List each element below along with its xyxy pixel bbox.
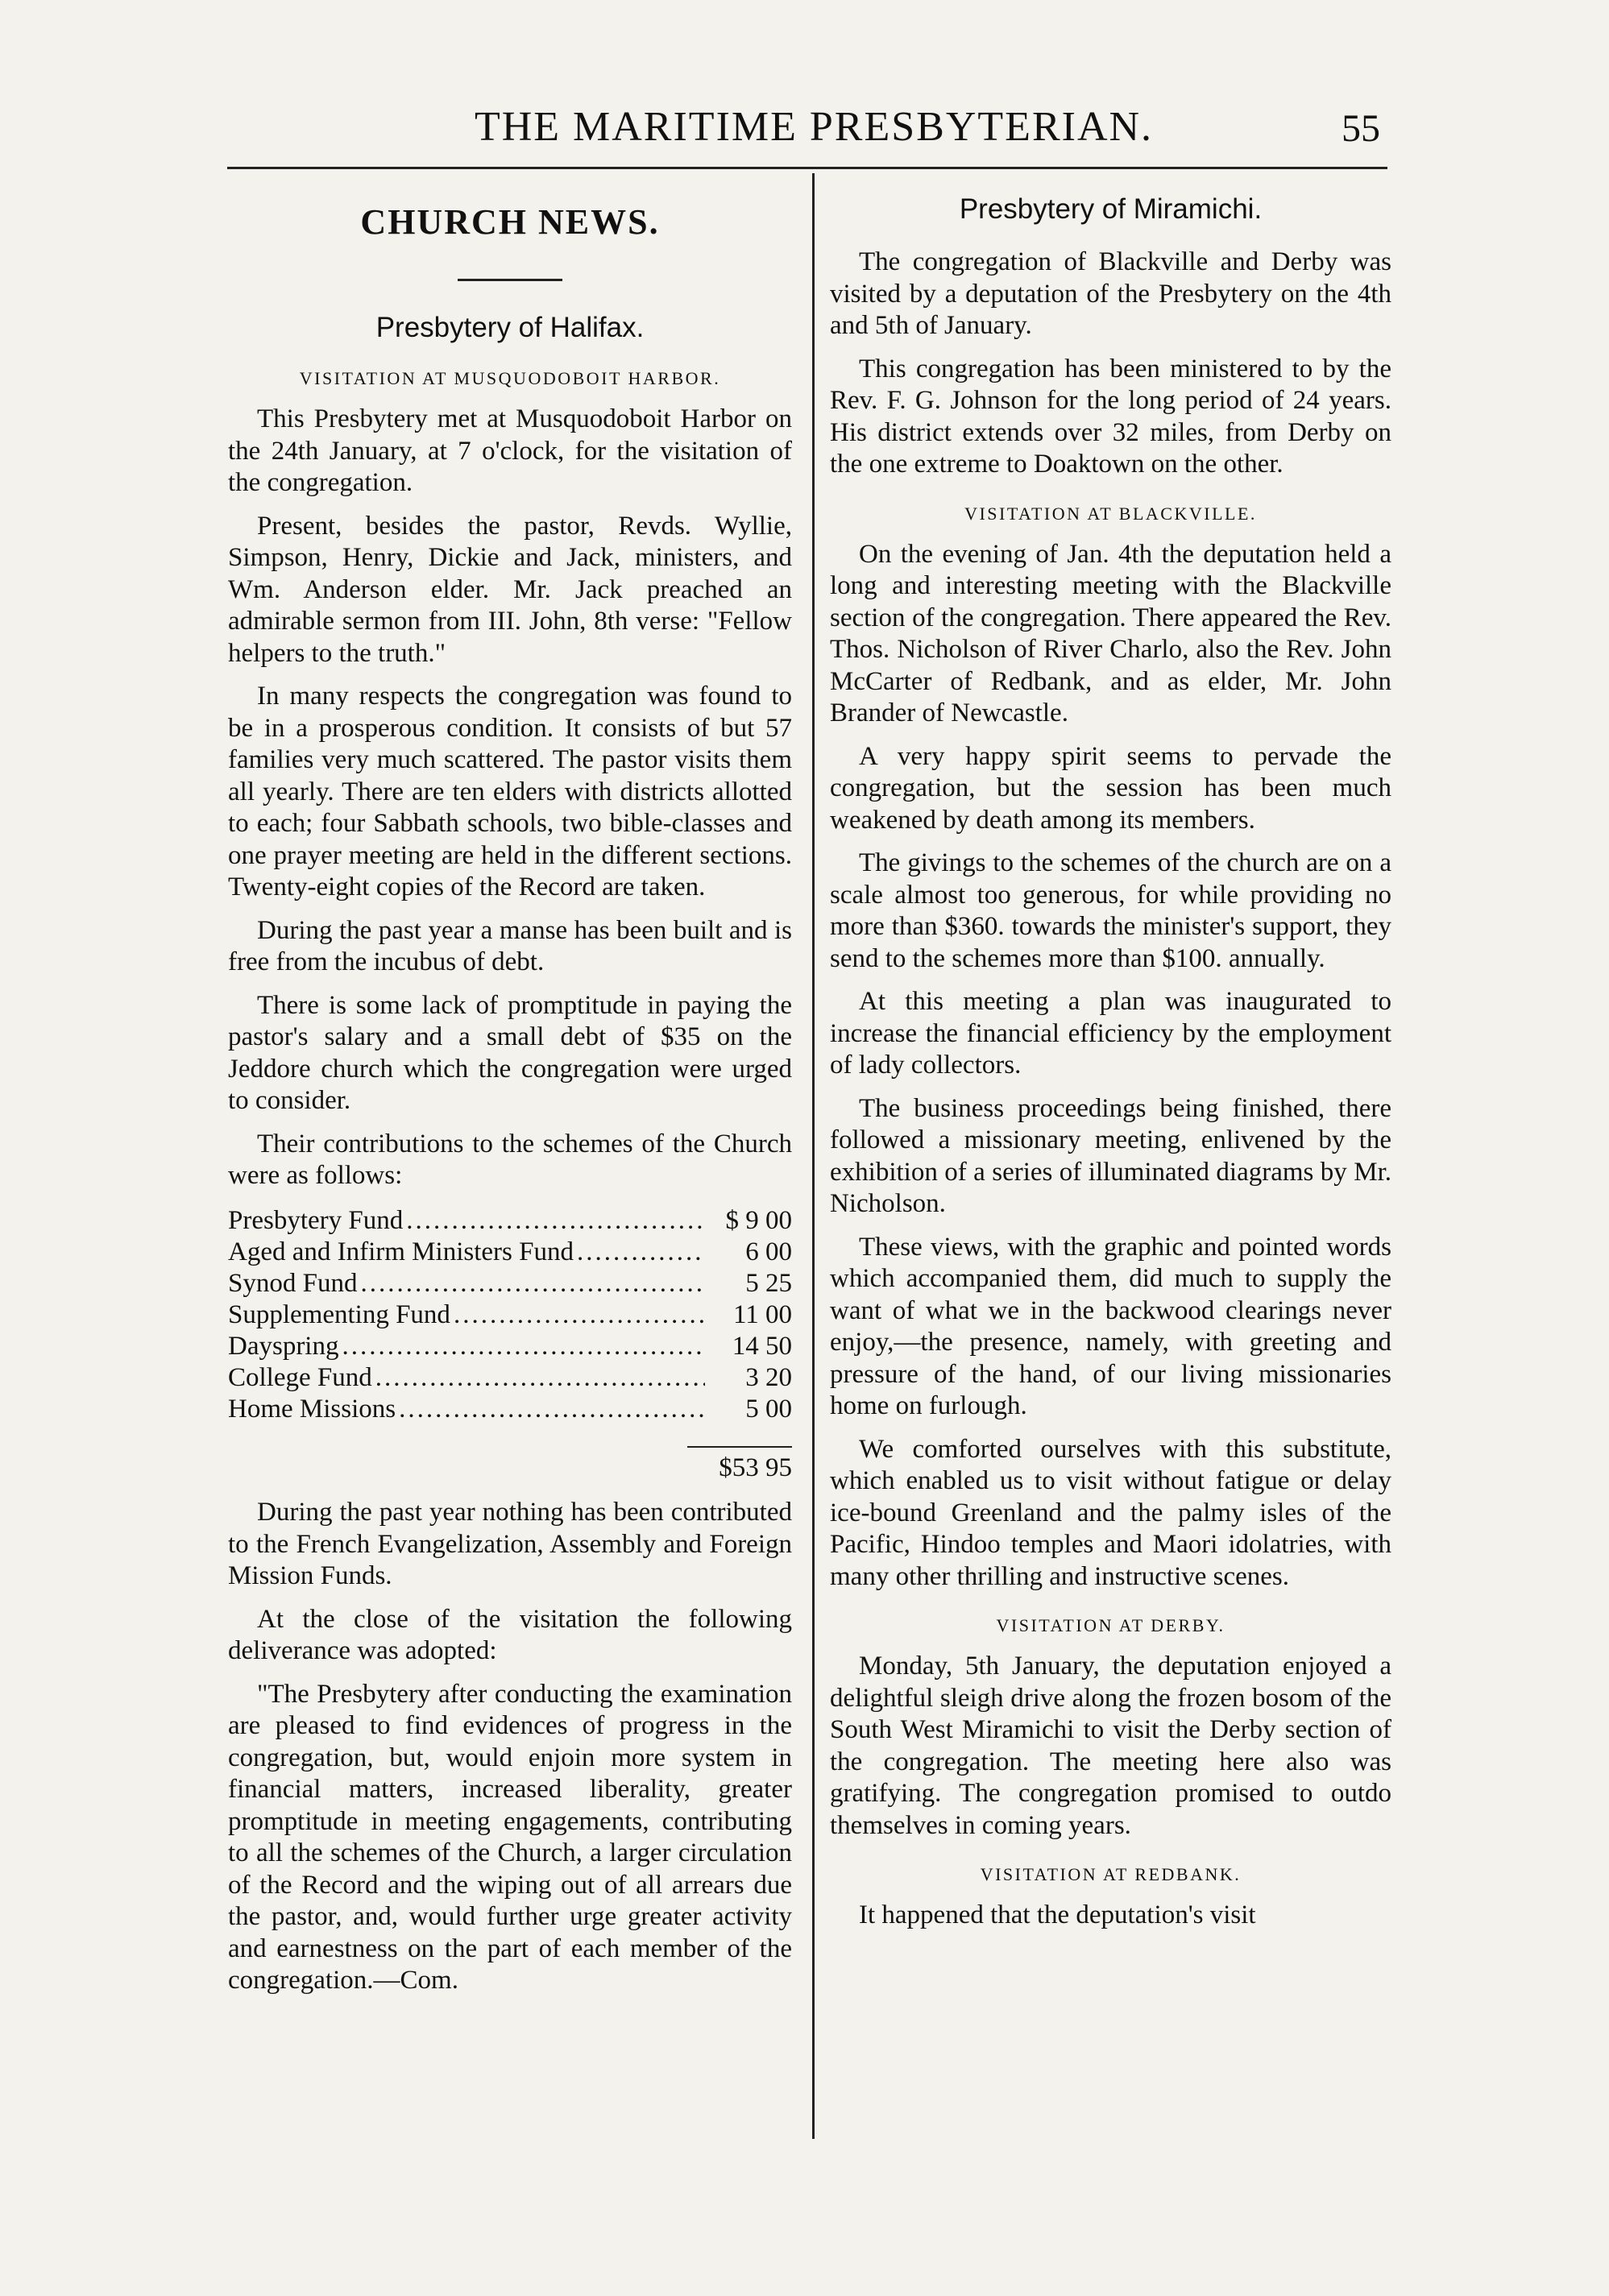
- fund-name: Dayspring: [228, 1331, 339, 1361]
- fund-name: Home Missions: [228, 1394, 396, 1424]
- presbytery-title-halifax: Presbytery of Halifax.: [375, 312, 645, 343]
- paragraph: The givings to the schemes of the church are on a scale almost too generous, for while providing no more than $360. towards the minister's support, they send to the schemes more than $100. annually.: [830, 848, 1391, 973]
- fund-row: [228, 1362, 792, 1394]
- deliverance-quote: "The Presbytery after conducting the examination are pleased to find evidences of progress in the congregation, but, would enjoin more system in financial matters, increased liberality, greater promptitude in meeting engagements, contributing to all the schemes of the Church, a larger circulation of the Record and the wiping out of all arrears due the pastor, and, would further urge greater activity and earnestness on the part of each member of the congregation.—Com.: [228, 1679, 792, 1995]
- fund-row: [228, 1268, 792, 1299]
- presbytery-title-miramichi: Presbytery of Miramichi.: [959, 193, 1263, 225]
- paragraph: Their contributions to the schemes of the Church were as follows:: [228, 1129, 792, 1190]
- page-number: 55: [1342, 107, 1380, 150]
- subheading-musquodoboit: VISITATION AT MUSQUODOBOIT HARBOR.: [299, 368, 721, 388]
- paragraph: A very happy spirit seems to pervade the congregation, but the session has been much weakened by death among its members.: [830, 741, 1391, 835]
- section-rule: [458, 279, 562, 281]
- subheading-blackville: VISITATION AT BLACKVILLE.: [964, 503, 1257, 524]
- fund-name: Aged and Infirm Ministers Fund: [228, 1237, 574, 1266]
- paragraph: In many respects the congregation was found to be in a prosperous condition. It consists of but 57 families very much scattered. The pastor visits them all yearly. There are ten elders with districts allotted to each; four Sabbath schools, two bible-classes and one prayer meeting are held in the different sections. Twenty-eight copies of the Record are taken.: [228, 682, 792, 901]
- paragraph: During the past year nothing has been contributed to the French Evangelization, Assembly and Foreign Mission Funds.: [228, 1498, 792, 1590]
- paragraph: It happened that the deputation's visit: [859, 1900, 1256, 1929]
- paragraph: Monday, 5th January, the deputation enjoyed a delightful sleigh drive along the frozen bosom of the South West Miramichi to visit the Derby section of the congregation. The meeting here also was gratifying. The congregation promised to outdo themselves in coming years.: [830, 1652, 1391, 1840]
- paragraph: On the evening of Jan. 4th the deputation held a long and interesting meeting with the Blackville section of the congregation. There appeared the Rev. Thos. Nicholson of River Charlo, also the Rev. John McCarter of Redbank, and as elder, Mr. John Brander of Newcastle.: [830, 539, 1391, 727]
- contributions-list: [228, 1205, 792, 1425]
- right-column: [830, 185, 1391, 1943]
- fund-amount: 5 25: [745, 1268, 792, 1298]
- subheading-derby: VISITATION AT DERBY.: [996, 1615, 1225, 1635]
- paragraph: At this meeting a plan was inaugurated to increase the financial efficiency by the employment of lady collectors.: [830, 987, 1391, 1080]
- fund-row: [228, 1331, 792, 1362]
- fund-amount: 5 00: [745, 1394, 792, 1424]
- fund-amount: 11 00: [732, 1299, 792, 1329]
- fund-amount: 14 50: [732, 1331, 792, 1361]
- fund-amount: 6 00: [745, 1237, 792, 1266]
- subheading-redbank: VISITATION AT REDBANK.: [980, 1864, 1242, 1884]
- paragraph: The business proceedings being finished, there followed a missionary meeting, enlivened by the exhibition of a series of illuminated diagrams by Mr. Nicholson.: [830, 1093, 1391, 1218]
- fund-name: College Fund: [228, 1362, 372, 1392]
- fund-name: Supplementing Fund: [228, 1299, 450, 1329]
- fund-row: [228, 1205, 792, 1237]
- fund-name: Presbytery Fund: [228, 1205, 404, 1235]
- fund-row: [228, 1237, 792, 1268]
- fund-amount: $ 9 00: [725, 1205, 792, 1235]
- fund-amount: 3 20: [745, 1362, 792, 1392]
- fund-row: [228, 1299, 792, 1331]
- running-head-title: THE MARITIME PRESBYTERIAN.: [474, 104, 1154, 150]
- paragraph: During the past year a manse has been built and is free from the incubus of debt.: [228, 915, 792, 976]
- paragraph: At the close of the visitation the following deliverance was adopted:: [228, 1604, 792, 1665]
- header-rule: [227, 167, 1387, 169]
- paragraph: This Presbytery met at Musquodoboit Harbor on the 24th January, at 7 o'clock, for the visitation of the congregation.: [228, 404, 792, 497]
- column-divider: [812, 173, 815, 2139]
- section-title: CHURCH NEWS.: [360, 202, 660, 242]
- paragraph: There is some lack of promptitude in paying the pastor's salary and a small debt of $35 on the Jeddore church which the congregation were urged to consider.: [228, 990, 792, 1115]
- paragraph: Present, besides the pastor, Revds. Wyllie, Simpson, Henry, Dickie and Jack, ministers, and Wm. Anderson elder. Mr. Jack preached an admirable sermon from III. John, 8th verse: "Fellow helpers to the truth.": [228, 511, 792, 668]
- contributions-total: $53 95: [687, 1446, 792, 1485]
- paragraph: These views, with the graphic and pointed words which accompanied them, did much to supply the want of what we in the backwood clearings never enjoy,—the presence, namely, with greeting and pressure of the hand, of our living missionaries home on furlough.: [830, 1232, 1391, 1420]
- left-column: [228, 185, 792, 1997]
- paragraph: We comforted ourselves with this substitute, which enabled us to visit without fatigue or delay ice-bound Greenland and the palmy isles of the Pacific, Hindoo temples and Maori idolatries, with many other thrilling and instructive scenes.: [830, 1434, 1391, 1591]
- fund-name: Synod Fund: [228, 1268, 358, 1298]
- paragraph: The congregation of Blackville and Derby was visited by a deputation of the Presbytery on the 4th and 5th of January.: [830, 247, 1391, 340]
- paragraph: This congregation has been ministered to by the Rev. F. G. Johnson for the long period of 24 years. His district extends over 32 miles, from Derby on the one extreme to Doaktown on the other.: [830, 354, 1391, 479]
- fund-row: [228, 1394, 792, 1425]
